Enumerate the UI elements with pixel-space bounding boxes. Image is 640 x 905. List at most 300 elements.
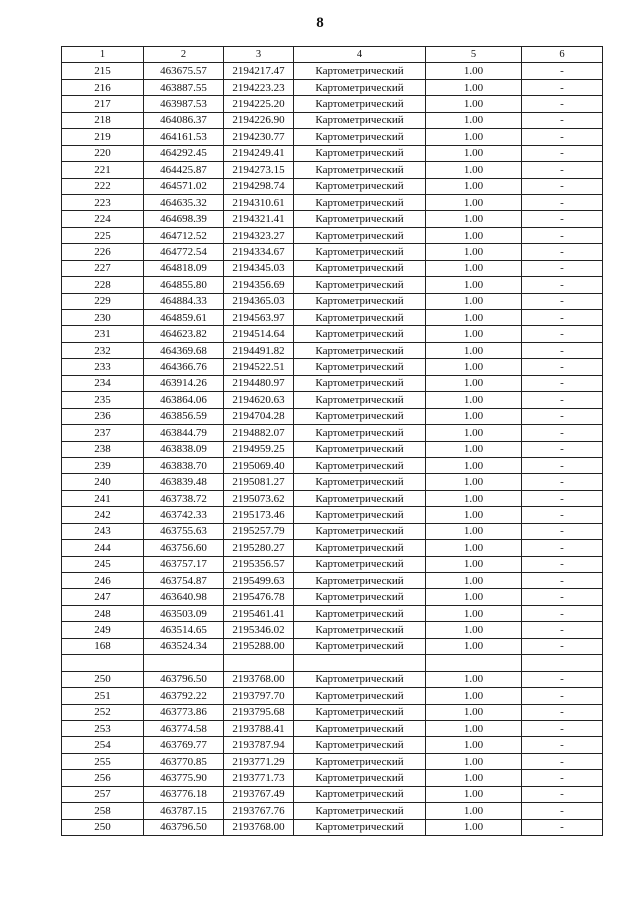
cell-accuracy: 1.00	[426, 227, 522, 243]
cell-method: Картометрический	[294, 786, 426, 802]
cell-y: 2194323.27	[224, 227, 294, 243]
cell-accuracy: 1.00	[426, 457, 522, 473]
cell-point-number: 237	[62, 425, 144, 441]
cell-description: -	[522, 589, 603, 605]
cell-y: 2193787.94	[224, 737, 294, 753]
table-row	[62, 605, 603, 621]
cell-x: 464859.61	[144, 310, 224, 326]
cell-accuracy: 1.00	[426, 704, 522, 720]
cell-point-number: 220	[62, 145, 144, 161]
cell-point-number: 242	[62, 507, 144, 523]
table-row	[62, 507, 603, 523]
cell-point-number: 228	[62, 277, 144, 293]
header-cell-method: 4	[294, 47, 426, 63]
cell-y: 2195073.62	[224, 490, 294, 506]
cell-description: -	[522, 523, 603, 539]
cell-accuracy: 1.00	[426, 63, 522, 79]
cell-y: 2194230.77	[224, 129, 294, 145]
cell-point-number: 241	[62, 490, 144, 506]
cell-point-number: 249	[62, 622, 144, 638]
table-row	[62, 310, 603, 326]
cell-y: 2195461.41	[224, 605, 294, 621]
cell-accuracy: 1.00	[426, 178, 522, 194]
cell-method: Картометрический	[294, 671, 426, 687]
cell-accuracy: 1.00	[426, 211, 522, 227]
table-row	[62, 490, 603, 506]
cell-y: 2194217.47	[224, 63, 294, 79]
header-cell-description: 6	[522, 47, 603, 63]
cell-y: 2195280.27	[224, 540, 294, 556]
cell-description: -	[522, 425, 603, 441]
cell-accuracy: 1.00	[426, 260, 522, 276]
table-row	[62, 293, 603, 309]
cell-method: Картометрический	[294, 293, 426, 309]
cell-method: Картометрический	[294, 573, 426, 589]
cell-accuracy: 1.00	[426, 819, 522, 835]
cell-point-number	[62, 655, 144, 671]
cell-y: 2195173.46	[224, 507, 294, 523]
cell-description: -	[522, 490, 603, 506]
cell-description: -	[522, 211, 603, 227]
cell-method: Картометрический	[294, 770, 426, 786]
cell-x: 463914.26	[144, 375, 224, 391]
cell-method: Картометрический	[294, 326, 426, 342]
cell-x: 463856.59	[144, 408, 224, 424]
cell-point-number: 217	[62, 96, 144, 112]
cell-description: -	[522, 260, 603, 276]
cell-y: 2195069.40	[224, 457, 294, 473]
cell-x: 464366.76	[144, 359, 224, 375]
cell-y: 2194620.63	[224, 392, 294, 408]
cell-point-number: 251	[62, 688, 144, 704]
cell-x: 463738.72	[144, 490, 224, 506]
cell-y: 2194223.23	[224, 79, 294, 95]
cell-y: 2194959.25	[224, 441, 294, 457]
cell-point-number: 257	[62, 786, 144, 802]
cell-method: Картометрический	[294, 96, 426, 112]
cell-x: 464855.80	[144, 277, 224, 293]
table-row	[62, 211, 603, 227]
cell-x: 463770.85	[144, 753, 224, 769]
cell-accuracy: 1.00	[426, 425, 522, 441]
cell-y: 2193767.49	[224, 786, 294, 802]
cell-y: 2193771.29	[224, 753, 294, 769]
cell-description: -	[522, 129, 603, 145]
cell-y: 2195081.27	[224, 474, 294, 490]
cell-point-number: 238	[62, 441, 144, 457]
cell-accuracy: 1.00	[426, 540, 522, 556]
cell-method: Картометрический	[294, 194, 426, 210]
table-row	[62, 96, 603, 112]
cell-y: 2195346.02	[224, 622, 294, 638]
cell-point-number: 218	[62, 112, 144, 128]
cell-y: 2194882.07	[224, 425, 294, 441]
header-cell-accuracy: 5	[426, 47, 522, 63]
cell-method: Картометрический	[294, 227, 426, 243]
cell-x: 463754.87	[144, 573, 224, 589]
cell-description: -	[522, 244, 603, 260]
table-row	[62, 408, 603, 424]
cell-x: 463640.98	[144, 589, 224, 605]
cell-x: 463514.65	[144, 622, 224, 638]
cell-x: 463787.15	[144, 803, 224, 819]
cell-accuracy: 1.00	[426, 244, 522, 260]
cell-description: -	[522, 96, 603, 112]
cell-accuracy: 1.00	[426, 573, 522, 589]
cell-accuracy: 1.00	[426, 408, 522, 424]
cell-description	[522, 655, 603, 671]
cell-accuracy: 1.00	[426, 474, 522, 490]
cell-method: Картометрический	[294, 425, 426, 441]
cell-description: -	[522, 704, 603, 720]
cell-accuracy: 1.00	[426, 112, 522, 128]
cell-accuracy: 1.00	[426, 194, 522, 210]
cell-description: -	[522, 770, 603, 786]
table-row	[62, 573, 603, 589]
cell-method: Картометрический	[294, 408, 426, 424]
cell-accuracy: 1.00	[426, 507, 522, 523]
cell-y	[224, 655, 294, 671]
table-row	[62, 326, 603, 342]
table-row	[62, 589, 603, 605]
cell-y: 2193767.76	[224, 803, 294, 819]
cell-description: -	[522, 474, 603, 490]
cell-accuracy: 1.00	[426, 293, 522, 309]
cell-description: -	[522, 326, 603, 342]
cell-x: 463774.58	[144, 720, 224, 736]
cell-method: Картометрический	[294, 589, 426, 605]
cell-point-number: 168	[62, 638, 144, 654]
cell-accuracy: 1.00	[426, 162, 522, 178]
cell-method: Картометрический	[294, 244, 426, 260]
cell-accuracy: 1.00	[426, 96, 522, 112]
cell-accuracy: 1.00	[426, 359, 522, 375]
table-row	[62, 112, 603, 128]
cell-method: Картометрический	[294, 540, 426, 556]
cell-y: 2193788.41	[224, 720, 294, 736]
cell-method: Картометрический	[294, 638, 426, 654]
table-row	[62, 260, 603, 276]
table-row	[62, 556, 603, 572]
cell-x: 464086.37	[144, 112, 224, 128]
cell-point-number: 226	[62, 244, 144, 260]
cell-point-number: 222	[62, 178, 144, 194]
cell-accuracy: 1.00	[426, 145, 522, 161]
cell-x: 464818.09	[144, 260, 224, 276]
cell-point-number: 231	[62, 326, 144, 342]
cell-x: 463757.17	[144, 556, 224, 572]
cell-y: 2194226.90	[224, 112, 294, 128]
table-row	[62, 457, 603, 473]
table-row	[62, 129, 603, 145]
cell-y: 2193797.70	[224, 688, 294, 704]
cell-point-number: 216	[62, 79, 144, 95]
cell-x: 463796.50	[144, 819, 224, 835]
cell-accuracy: 1.00	[426, 375, 522, 391]
table-row	[62, 145, 603, 161]
cell-description: -	[522, 507, 603, 523]
table-row	[62, 244, 603, 260]
cell-y: 2194273.15	[224, 162, 294, 178]
cell-description: -	[522, 803, 603, 819]
cell-method: Картометрический	[294, 375, 426, 391]
cell-method: Картометрический	[294, 145, 426, 161]
cell-method: Картометрический	[294, 277, 426, 293]
cell-point-number: 247	[62, 589, 144, 605]
cell-accuracy: 1.00	[426, 129, 522, 145]
cell-x: 463756.60	[144, 540, 224, 556]
cell-x: 463838.70	[144, 457, 224, 473]
cell-accuracy: 1.00	[426, 622, 522, 638]
cell-x: 464698.39	[144, 211, 224, 227]
cell-x: 463769.77	[144, 737, 224, 753]
cell-method: Картометрический	[294, 720, 426, 736]
cell-method: Картометрический	[294, 803, 426, 819]
cell-x: 463755.63	[144, 523, 224, 539]
cell-method: Картометрический	[294, 688, 426, 704]
cell-x: 463792.22	[144, 688, 224, 704]
cell-point-number: 256	[62, 770, 144, 786]
cell-description: -	[522, 819, 603, 835]
cell-accuracy: 1.00	[426, 803, 522, 819]
cell-x: 463503.09	[144, 605, 224, 621]
table-row	[62, 441, 603, 457]
table-row	[62, 737, 603, 753]
coordinates-table-body	[62, 47, 603, 836]
cell-description: -	[522, 688, 603, 704]
cell-description: -	[522, 540, 603, 556]
cell-point-number: 236	[62, 408, 144, 424]
cell-point-number: 243	[62, 523, 144, 539]
cell-x: 464292.45	[144, 145, 224, 161]
table-row	[62, 786, 603, 802]
cell-x: 463773.86	[144, 704, 224, 720]
cell-description: -	[522, 638, 603, 654]
cell-point-number: 254	[62, 737, 144, 753]
cell-method: Картометрический	[294, 162, 426, 178]
cell-description: -	[522, 227, 603, 243]
cell-x: 464884.33	[144, 293, 224, 309]
table-row	[62, 688, 603, 704]
cell-accuracy: 1.00	[426, 556, 522, 572]
cell-accuracy: 1.00	[426, 310, 522, 326]
table-row	[62, 392, 603, 408]
cell-y: 2194704.28	[224, 408, 294, 424]
table-row	[62, 720, 603, 736]
cell-accuracy: 1.00	[426, 753, 522, 769]
cell-point-number: 215	[62, 63, 144, 79]
cell-accuracy: 1.00	[426, 605, 522, 621]
cell-point-number: 229	[62, 293, 144, 309]
cell-point-number: 219	[62, 129, 144, 145]
cell-method: Картометрический	[294, 342, 426, 358]
cell-method: Картометрический	[294, 63, 426, 79]
cell-point-number: 258	[62, 803, 144, 819]
cell-method: Картометрический	[294, 457, 426, 473]
cell-accuracy: 1.00	[426, 490, 522, 506]
cell-y: 2194365.03	[224, 293, 294, 309]
cell-x: 464712.52	[144, 227, 224, 243]
cell-method: Картометрический	[294, 523, 426, 539]
cell-y: 2194522.51	[224, 359, 294, 375]
cell-y: 2194310.61	[224, 194, 294, 210]
cell-point-number: 248	[62, 605, 144, 621]
cell-point-number: 234	[62, 375, 144, 391]
cell-description: -	[522, 786, 603, 802]
cell-method: Картометрический	[294, 819, 426, 835]
cell-accuracy: 1.00	[426, 671, 522, 687]
cell-x: 464635.32	[144, 194, 224, 210]
cell-description: -	[522, 310, 603, 326]
cell-x: 464772.54	[144, 244, 224, 260]
cell-accuracy: 1.00	[426, 342, 522, 358]
table-row	[62, 474, 603, 490]
cell-description: -	[522, 63, 603, 79]
table-row	[62, 622, 603, 638]
cell-accuracy	[426, 655, 522, 671]
cell-point-number: 255	[62, 753, 144, 769]
cell-method: Картометрический	[294, 310, 426, 326]
cell-y: 2193768.00	[224, 671, 294, 687]
table-row	[62, 178, 603, 194]
cell-accuracy: 1.00	[426, 589, 522, 605]
cell-method: Картометрический	[294, 260, 426, 276]
cell-method: Картометрический	[294, 359, 426, 375]
cell-x: 463839.48	[144, 474, 224, 490]
cell-point-number: 233	[62, 359, 144, 375]
cell-x	[144, 655, 224, 671]
cell-description: -	[522, 573, 603, 589]
cell-method: Картометрический	[294, 112, 426, 128]
coordinates-table	[61, 46, 603, 836]
cell-x: 463864.06	[144, 392, 224, 408]
header-cell-x: 2	[144, 47, 224, 63]
cell-accuracy: 1.00	[426, 720, 522, 736]
cell-y: 2194298.74	[224, 178, 294, 194]
cell-accuracy: 1.00	[426, 326, 522, 342]
cell-point-number: 246	[62, 573, 144, 589]
cell-point-number: 250	[62, 819, 144, 835]
cell-point-number: 240	[62, 474, 144, 490]
cell-x: 463775.90	[144, 770, 224, 786]
cell-method: Картометрический	[294, 211, 426, 227]
cell-y: 2195499.63	[224, 573, 294, 589]
table-row	[62, 819, 603, 835]
cell-description: -	[522, 457, 603, 473]
cell-point-number: 253	[62, 720, 144, 736]
cell-y: 2194225.20	[224, 96, 294, 112]
cell-description: -	[522, 671, 603, 687]
cell-point-number: 223	[62, 194, 144, 210]
cell-y: 2194334.67	[224, 244, 294, 260]
table-row	[62, 753, 603, 769]
cell-x: 463524.34	[144, 638, 224, 654]
table-row	[62, 194, 603, 210]
header-cell-y: 3	[224, 47, 294, 63]
table-row	[62, 523, 603, 539]
cell-method: Картометрический	[294, 556, 426, 572]
cell-description: -	[522, 556, 603, 572]
cell-method: Картометрический	[294, 178, 426, 194]
cell-description: -	[522, 622, 603, 638]
cell-x: 464369.68	[144, 342, 224, 358]
table-row	[62, 79, 603, 95]
cell-y: 2193768.00	[224, 819, 294, 835]
header-cell-point-number: 1	[62, 47, 144, 63]
cell-method	[294, 655, 426, 671]
table-row	[62, 63, 603, 79]
cell-point-number: 225	[62, 227, 144, 243]
cell-y: 2194480.97	[224, 375, 294, 391]
cell-method: Картометрический	[294, 605, 426, 621]
table-row	[62, 803, 603, 819]
cell-x: 464425.87	[144, 162, 224, 178]
table-header-row	[62, 47, 603, 63]
table-row	[62, 277, 603, 293]
cell-method: Картометрический	[294, 441, 426, 457]
table-row	[62, 342, 603, 358]
cell-method: Картометрический	[294, 79, 426, 95]
table-row	[62, 425, 603, 441]
cell-accuracy: 1.00	[426, 638, 522, 654]
cell-y: 2194249.41	[224, 145, 294, 161]
cell-accuracy: 1.00	[426, 737, 522, 753]
cell-accuracy: 1.00	[426, 688, 522, 704]
cell-description: -	[522, 79, 603, 95]
cell-description: -	[522, 293, 603, 309]
cell-x: 463796.50	[144, 671, 224, 687]
cell-y: 2194345.03	[224, 260, 294, 276]
cell-accuracy: 1.00	[426, 523, 522, 539]
cell-description: -	[522, 441, 603, 457]
cell-y: 2195288.00	[224, 638, 294, 654]
cell-accuracy: 1.00	[426, 786, 522, 802]
table-row	[62, 375, 603, 391]
cell-x: 464161.53	[144, 129, 224, 145]
cell-point-number: 244	[62, 540, 144, 556]
cell-description: -	[522, 342, 603, 358]
cell-description: -	[522, 277, 603, 293]
cell-method: Картометрический	[294, 753, 426, 769]
cell-method: Картометрический	[294, 507, 426, 523]
cell-x: 463987.53	[144, 96, 224, 112]
cell-description: -	[522, 753, 603, 769]
cell-point-number: 235	[62, 392, 144, 408]
table-row	[62, 540, 603, 556]
table-row	[62, 227, 603, 243]
cell-method: Картометрический	[294, 392, 426, 408]
cell-point-number: 230	[62, 310, 144, 326]
cell-y: 2194491.82	[224, 342, 294, 358]
cell-x: 463844.79	[144, 425, 224, 441]
cell-y: 2195476.78	[224, 589, 294, 605]
cell-y: 2193795.68	[224, 704, 294, 720]
cell-y: 2194514.64	[224, 326, 294, 342]
cell-description: -	[522, 162, 603, 178]
table-row	[62, 770, 603, 786]
cell-accuracy: 1.00	[426, 392, 522, 408]
cell-method: Картометрический	[294, 622, 426, 638]
cell-description: -	[522, 375, 603, 391]
cell-x: 464623.82	[144, 326, 224, 342]
cell-point-number: 227	[62, 260, 144, 276]
table-row	[62, 704, 603, 720]
cell-method: Картометрический	[294, 490, 426, 506]
cell-description: -	[522, 145, 603, 161]
cell-x: 463675.57	[144, 63, 224, 79]
cell-y: 2195356.57	[224, 556, 294, 572]
cell-point-number: 252	[62, 704, 144, 720]
